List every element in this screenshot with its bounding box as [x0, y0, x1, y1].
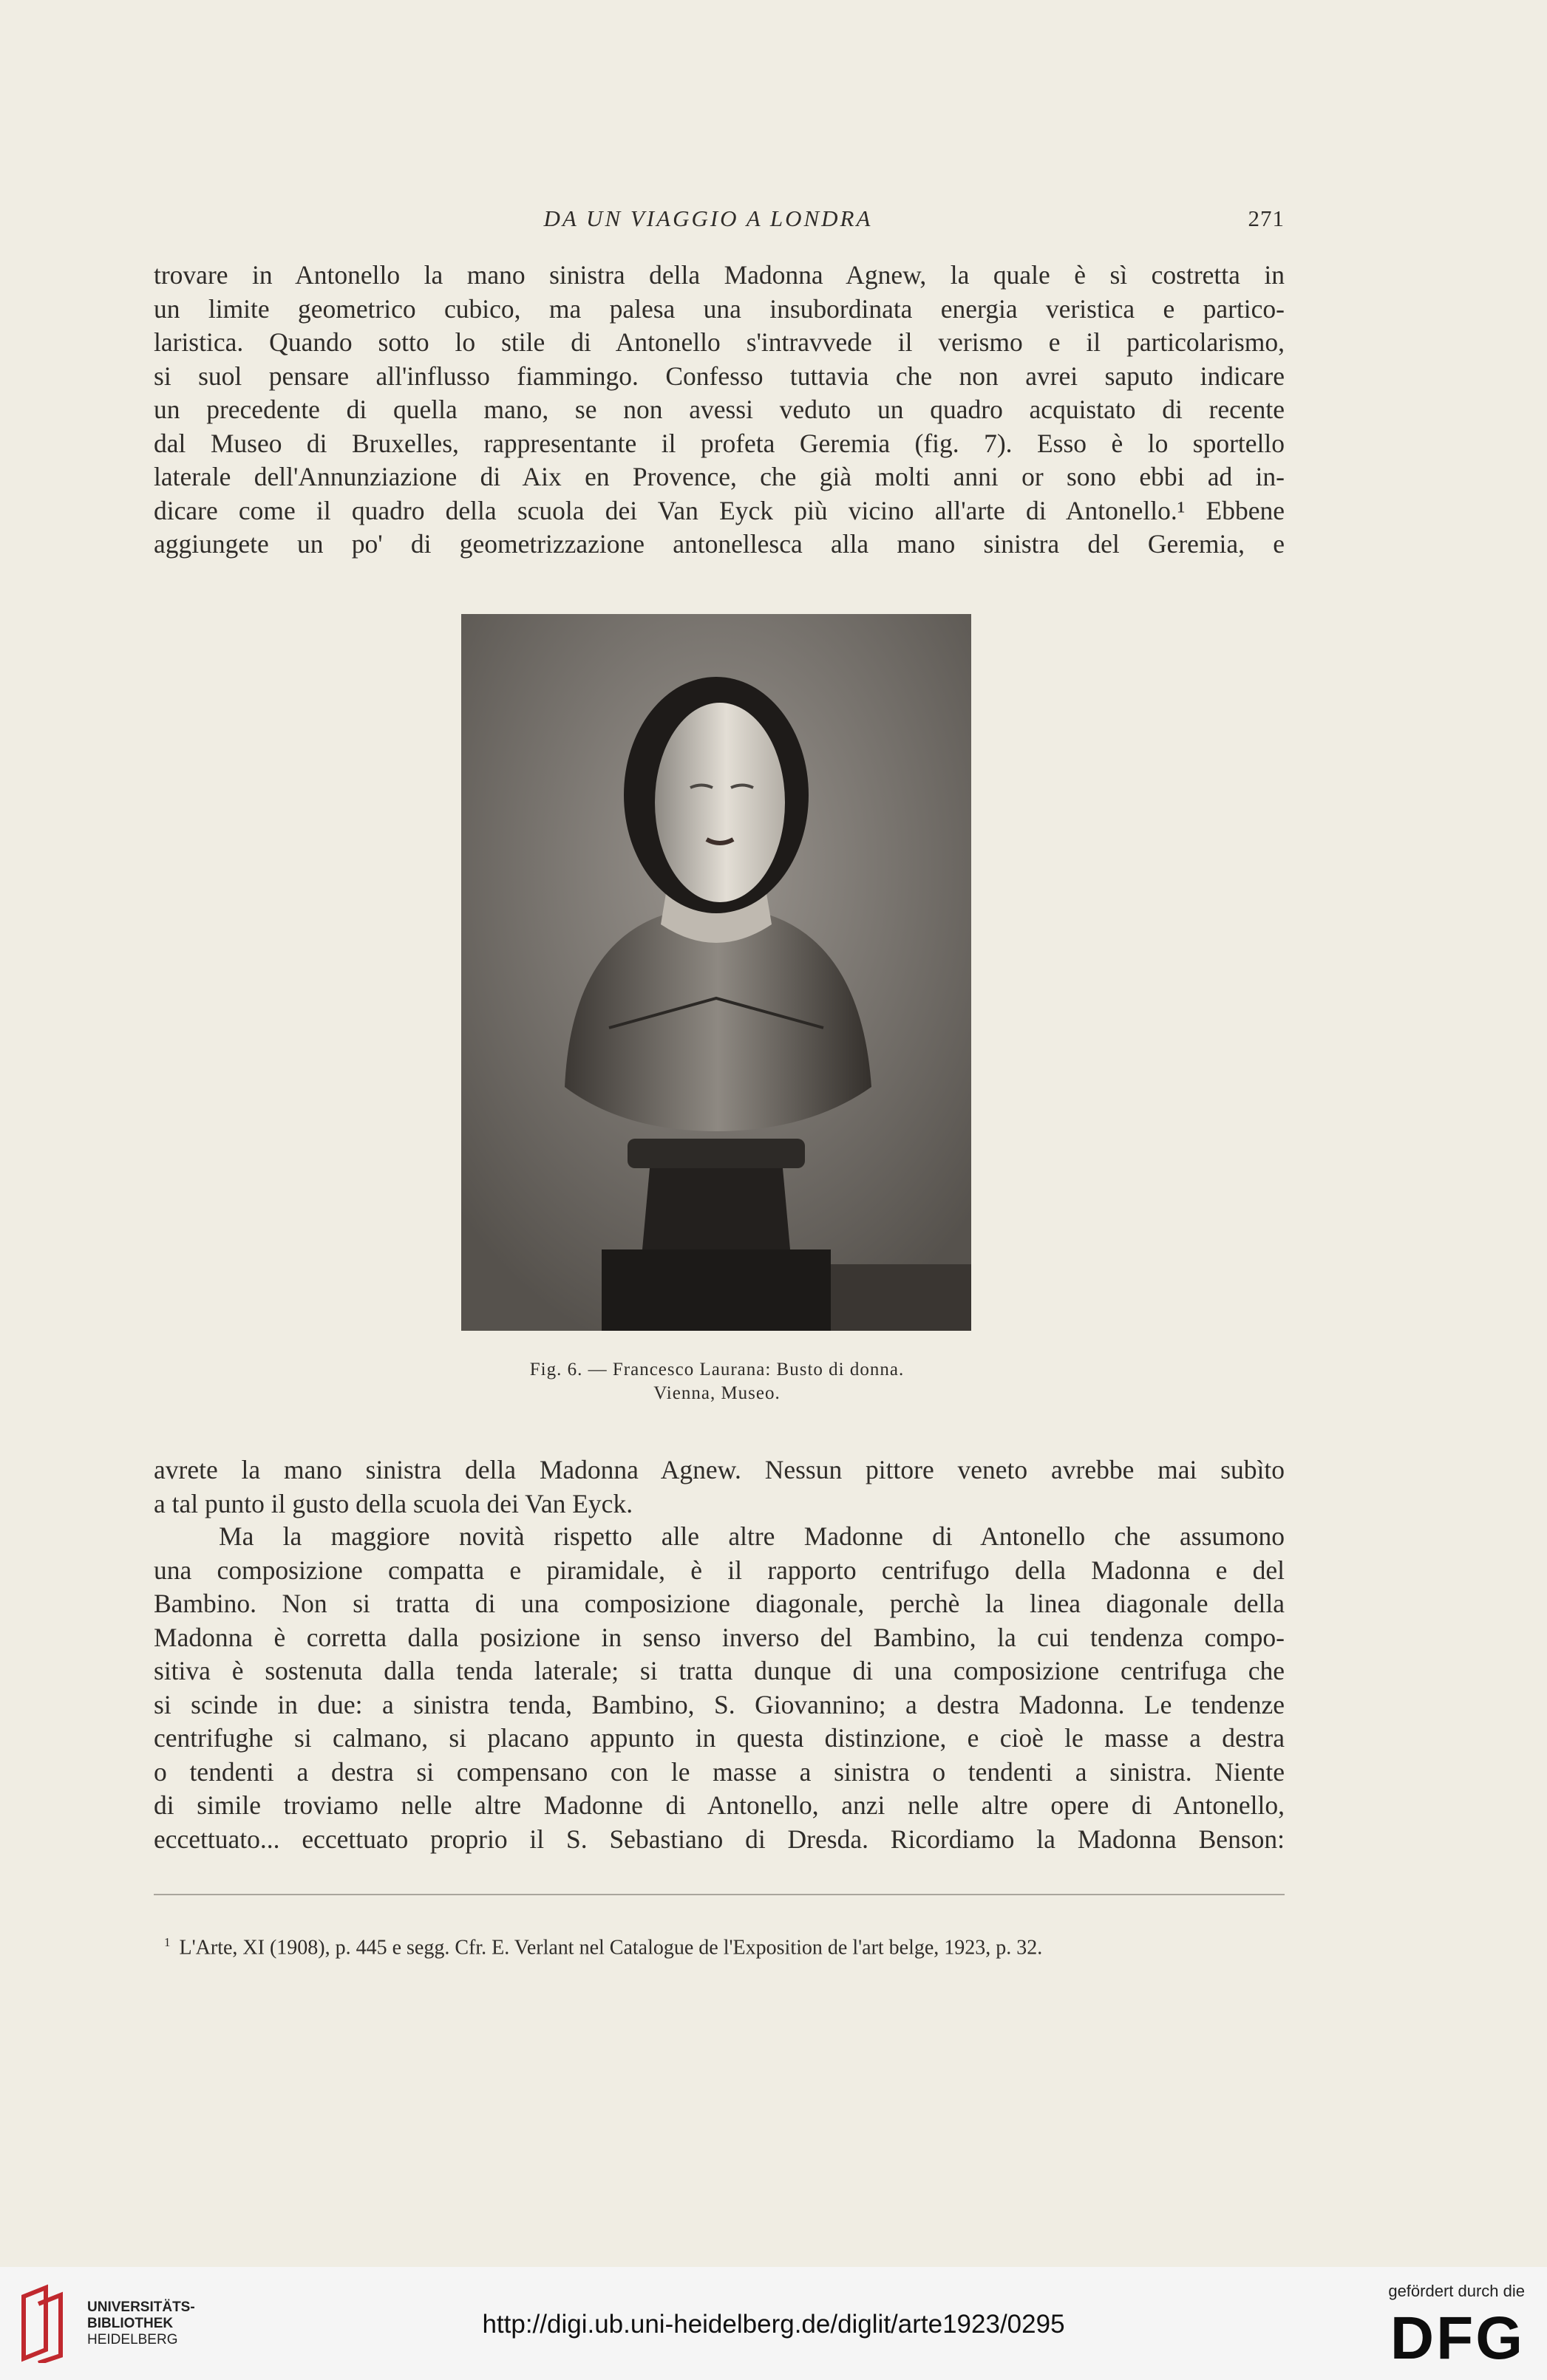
- text-line: laterale dell'Annunziazione di Aix en Provence, che già molti anni or sono ebbi ad in-: [154, 462, 1285, 491]
- text-line: centrifughe si calmano, si placano appunto in questa distinzione, e cioè le masse a destra: [154, 1723, 1285, 1753]
- text-line: Madonna è corretta dalla posizione in senso inverso del Bambino, la cui tendenza compo-: [154, 1622, 1285, 1652]
- paragraph-3: [154, 1520, 1285, 1856]
- text-line: avrete la mano sinistra della Madonna Agnew. Nessun pittore veneto avrebbe mai subìto: [154, 1455, 1285, 1484]
- caption-line: Vienna, Museo.: [653, 1383, 781, 1403]
- text-line: si scinde in due: a sinistra tenda, Bambino, S. Giovannino; a destra Madonna. Le tendenze: [154, 1689, 1285, 1719]
- text-line: sitiva è sostenuta dalla tenda laterale; si tratta dunque di una composizione centrifuga che: [154, 1656, 1285, 1685]
- footnote: [164, 1930, 1288, 1960]
- figure-caption: [414, 1358, 1020, 1405]
- text-line: dicare come il quadro della scuola dei Van Eyck più vicino all'arte di Antonello.¹ Ebbene: [154, 495, 1285, 525]
- footnote-divider: [154, 1894, 1285, 1895]
- running-head-title: DA UN VIAGGIO A LONDRA: [543, 205, 873, 231]
- funding-label: gefördert durch die: [1388, 2282, 1525, 2300]
- text-line: un limite geometrico cubico, ma palesa una insubordinata energia veristica e partico-: [154, 293, 1285, 324]
- library-name-line: HEIDELBERG: [87, 2332, 178, 2347]
- text-line: una composizione compatta e piramidale, è il rapporto centrifugo della Madonna e del: [154, 1555, 1285, 1585]
- text-line: si suol pensare all'influsso fiammingo. Confesso tuttavia che non avrei saputo indicare: [154, 361, 1285, 391]
- footnote-marker: 1: [164, 1935, 171, 1949]
- text-line: eccettuato... eccettuato proprio il S. Sebastiano di Dresda. Ricordiamo la Madonna Benson:: [154, 1824, 1285, 1854]
- text-line: o tendenti a destra si compensano con le masse a sinistra o tendenti a sinistra. Niente: [154, 1756, 1285, 1787]
- bust-photograph: [461, 614, 971, 1331]
- text-line: di simile troviamo nelle altre Madonne di Antonello, anzi nelle altre opere di Antonello,: [154, 1790, 1285, 1820]
- dfg-logo: DFG: [1390, 2305, 1525, 2372]
- page-number: 271: [1248, 205, 1285, 231]
- paragraph-2: [154, 1453, 1285, 1521]
- text-line: un precedente di quella mano, se non avessi veduto un quadro acquistato di recente: [154, 395, 1285, 424]
- running-head: [154, 205, 1285, 235]
- footnote-text: L'Arte, XI (1908), p. 445 e segg. Cfr. E. Verlant nel Catalogue de l'Exposition de l'art belge, 1923, p. 32.: [179, 1936, 1043, 1960]
- text-line: Ma la maggiore novità rispetto alle altre Madonne di Antonello che assumono: [219, 1521, 1285, 1551]
- library-name-line: UNIVERSITÄTS-: [87, 2299, 195, 2315]
- paragraph-1: [154, 259, 1285, 562]
- library-name-line: BIBLIOTHEK: [87, 2316, 174, 2331]
- digitization-footer: [0, 2267, 1547, 2380]
- text-line: laristica. Quando sotto lo stile di Antonello s'intravvede il verismo e il particolarismo,: [154, 327, 1285, 357]
- text-line: trovare in Antonello la mano sinistra della Madonna Agnew, la quale è sì costretta in: [154, 260, 1285, 290]
- source-url-link[interactable]: http://digi.ub.uni-heidelberg.de/diglit/arte1923/0295: [482, 2310, 1065, 2339]
- caption-line: Fig. 6. — Francesco Laurana: Busto di donna.: [529, 1360, 905, 1380]
- text-line: dal Museo di Bruxelles, rappresentante il profeta Geremia (fig. 7). Esso è lo sportello: [154, 428, 1285, 458]
- text-line: aggiungete un po' di geometrizzazione antonellesca alla mano sinistra del Geremia, e: [154, 529, 1285, 559]
- text-line: Bambino. Non si tratta di una composizione diagonale, perchè la linea diagonale della: [154, 1589, 1285, 1618]
- text-line: a tal punto il gusto della scuola dei Van Eyck.: [154, 1488, 633, 1518]
